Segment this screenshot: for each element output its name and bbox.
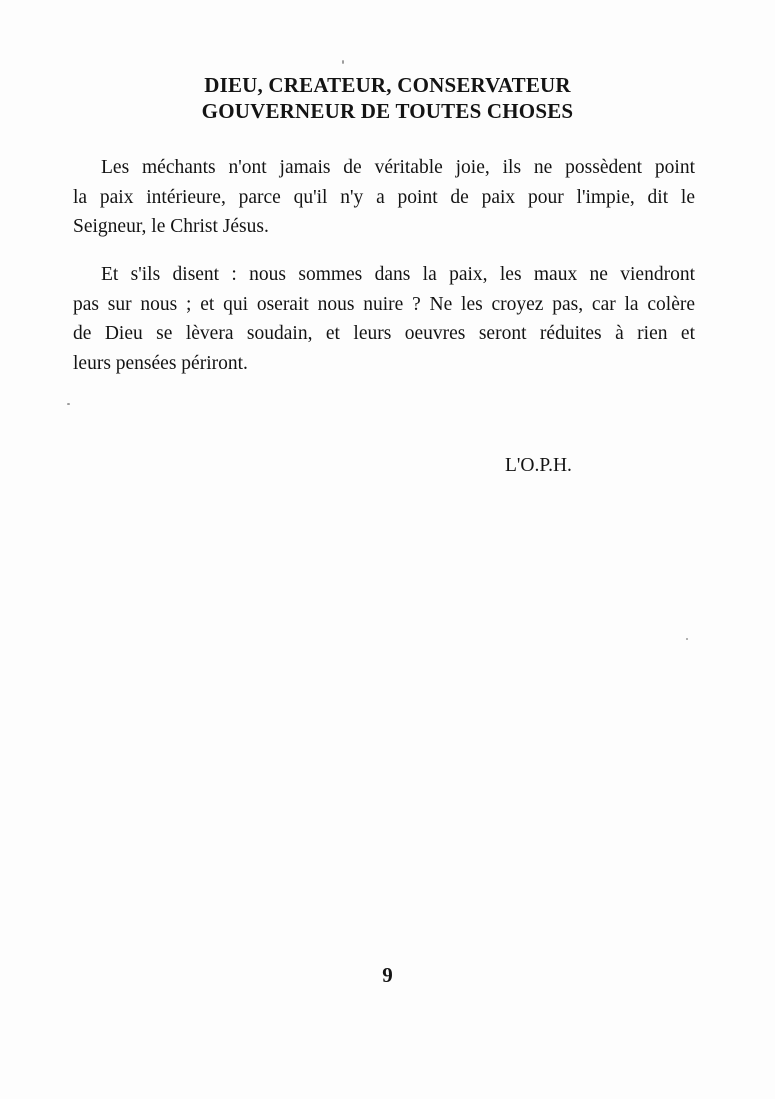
scan-speck — [686, 638, 688, 640]
paragraph-line: la paix intérieure, parce qu'il n'y a point de paix pour l'impie, dit le — [73, 186, 695, 208]
paragraph-1 — [73, 153, 695, 242]
paragraph-line: leurs pensées périront. — [73, 352, 248, 374]
paragraph-line: de Dieu se lèvera soudain, et leurs oeuvres seront réduites à rien et — [73, 323, 695, 344]
title-line-2: GOUVERNEUR DE TOUTES CHOSES — [201, 99, 574, 123]
paragraph-line: Les méchants n'ont jamais de véritable joie, ils ne possèdent point — [101, 157, 695, 178]
page-number: 9 — [382, 963, 393, 987]
paragraph-2 — [73, 260, 695, 378]
scan-speck — [342, 60, 344, 64]
paragraph-line: Et s'ils disent : nous sommes dans la paix, les maux ne viendront — [101, 264, 695, 285]
scan-speck — [67, 403, 70, 405]
signature: L'O.P.H. — [505, 455, 572, 476]
paragraph-line: pas sur nous ; et qui oserait nous nuire ? Ne les croyez pas, car la colère — [73, 293, 695, 315]
paragraph-line: Seigneur, le Christ Jésus. — [73, 216, 269, 237]
title-line-1: DIEU, CREATEUR, CONSERVATEUR — [204, 73, 571, 97]
page-title — [0, 72, 775, 124]
